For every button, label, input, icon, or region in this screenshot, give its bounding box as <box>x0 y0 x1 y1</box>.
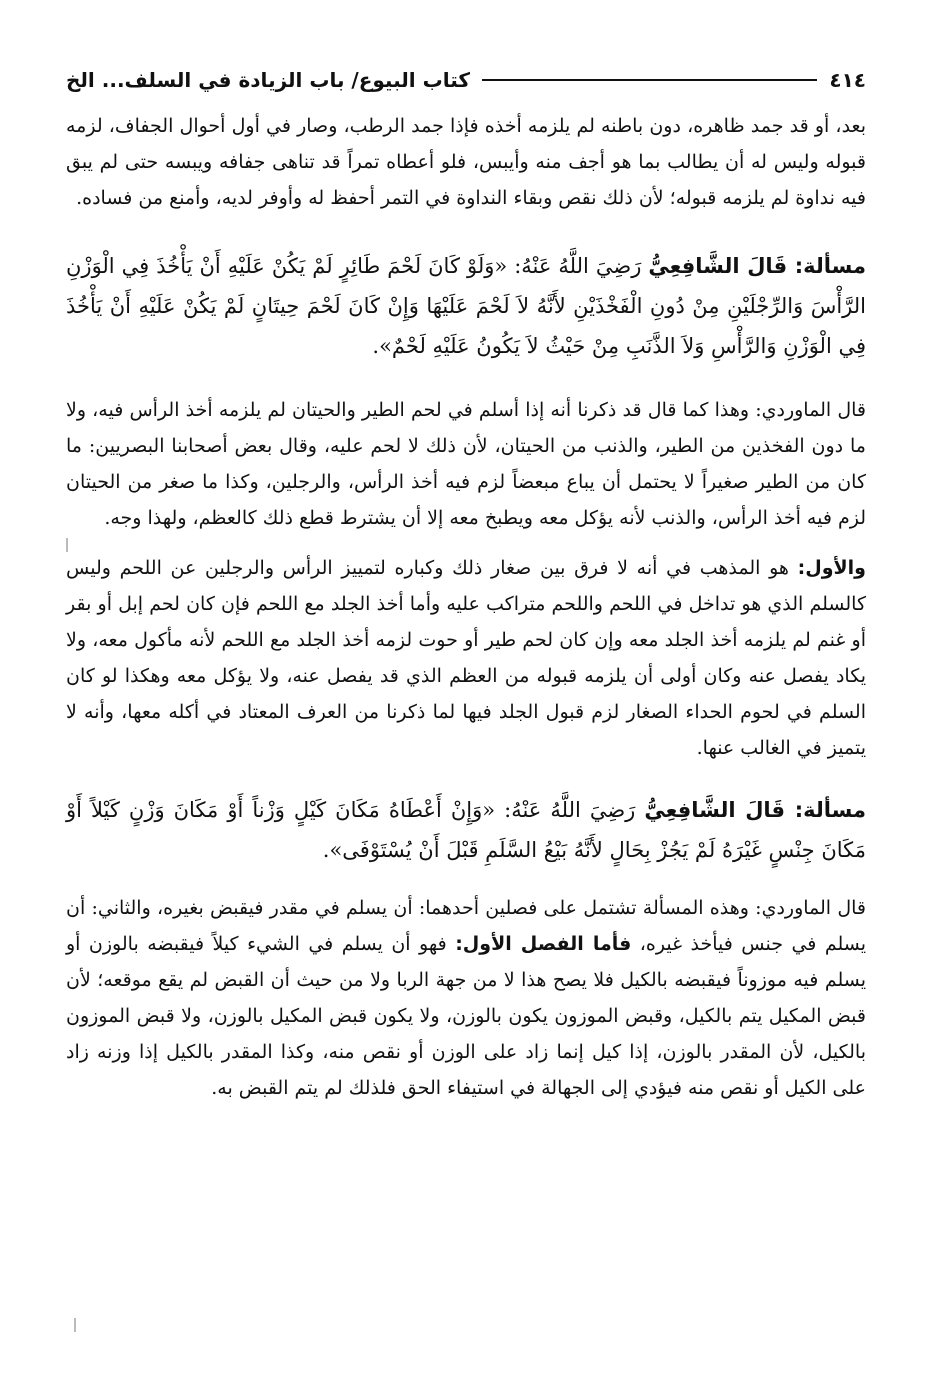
awwal-heading: والأول: <box>797 557 866 579</box>
masala-text-1: رَضِيَ اللَّهُ عَنْهُ: «وَلَوْ كَانَ لَحْمَ طَائِرٍ لَمْ يَكُنْ عَلَيْهِ أَنْ يَأْخُذَ فِي الْوَزْنِ الرَّأْسَ وَالرِّجْلَيْنِ مِنْ دُونِ الْفَخْذَيْنِ لأَنَّهُ لاَ لَحْمَ عَلَيْهَا وَإِنْ كَانَ لَحْمَ حِيتَانٍ لَمْ يَكُنْ عَلَيْهِ أَنْ يَأْخُذَ فِي الْوَزْنِ وَالرَّأْسِ وَلاَ الذَّنَبِ مِنْ حَيْثُ لاَ يَكُونُ عَلَيْهِ لَحْمٌ». <box>66 254 866 358</box>
paragraph-6-text-after: فهو أن يسلم في الشيء كيلاً فيقبضه بالوزن أو يسلم فيه موزوناً فيقبضه بالكيل فلا يصح هذا لا من جهة الربا ولا من حيث أن القبض لم يقع موقعه؛ لأن قبض المكيل يتم بالكيل، وقبض الموزون يكون بالوزن، ولا يكون قبض المكيل بالوزن، ولا قبض الموزون بالكيل، لأن المقدر بالوزن، إذا كيل إنما زاد على الوزن أو نقص منه، وكذا المقدر بالكيل إذا وزنه زاد على الكيل أو نقص منه فيؤدي إلى الجهالة في استيفاء الحق فلذلك لم يتم القبض به. <box>66 933 866 1099</box>
running-header <box>66 60 866 100</box>
masala-heading-1: مسألة: قَالَ الشَّافِعِيُّ <box>648 254 866 278</box>
paragraph-3 <box>66 392 866 536</box>
paragraph-1-text: بعد، أو قد جمد ظاهره، دون باطنه لم يلزمه أخذه فإذا جمد الرطب، وصار في أول أحوال الجفاف، لزمه قبوله وليس له أن يطالب بما هو أجف منه وأيبس، فلو أعطاه تمراً قد تناهى جفافه ويبسه حتى لم يبق فيه نداوة لم يلزمه قبوله؛ لأن ذلك نقص وبقاء النداوة في التمر أحفظ له وأوفر لديه، وأمنع من فساده. <box>66 115 866 209</box>
paragraph-6 <box>66 890 866 1106</box>
paragraph-3-text: قال الماوردي: وهذا كما قال قد ذكرنا أنه إذا أسلم في لحم الطير والحيتان لم يلزمه أخذ الرأس فيه، ولا ما دون الفخذين من الطير، والذنب من الحيتان، لأن ذلك لا لحم عليه، وقال بعض أصحابنا البصريين: ما كان من الطير صغيراً لا يحتمل أن يباع مبعضاً لزم فيه أخذ الرأس، والرجلين، وكذا ما صغر من الحيتان لزم فيه أخذ الرأس، والذنب لأنه يؤكل معه ويطبخ معه إلا أن يشترط قطع ذلك كالعظم، ولهذا وجه. <box>66 399 866 529</box>
paragraph-4-text: هو المذهب في أنه لا فرق بين صغار ذلك وكباره لتمييز الرأس والرجلين عن اللحم وليس كالسلم الذي هو تداخل في اللحم واللحم متراكب عليه وأما أخذ الجلد مع اللحم فإن كان لحم إبل أو بقر أو غنم لم يلزمه أخذ الجلد معه وإن كان لحم طير أو حوت لزمه أخذ الجلد مع اللحم لأنه مأكول معه، ولا يكاد يفصل عنه وكان أولى أن يلزمه قبوله من العظم الذي قد يفصل عنه، ولا يؤكل معه وهكذا لو كان السلم في لحوم الحداء الصغار لزم قبول الجلد فيها لما ذكرنا من العرف المعتاد في أكله معها، وأنه لا يتميز في الغالب عنها. <box>66 557 866 759</box>
margin-scan-mark <box>74 1318 76 1332</box>
paragraph-2-masala <box>66 246 866 366</box>
margin-scan-mark <box>66 538 68 552</box>
page-number: ٤١٤ <box>829 68 866 92</box>
header-rule <box>482 79 817 81</box>
masala-text-2: رَضِيَ اللَّهُ عَنْهُ: «وَإِنْ أَعْطَاهُ مَكَانَ كَيْلٍ وَزْناً أَوْ مَكَانَ وَزْنٍ كَيْلاً أَوْ مَكَانَ جِنْسٍ غَيْرَهُ لَمْ يَجُزْ بِحَالٍ لأَنَّهُ بَيْعُ السَّلَمِ قَبْلَ أَنْ يُسْتَوْفَى». <box>66 798 866 862</box>
masala-heading-2: مسألة: قَالَ الشَّافِعِيُّ <box>644 798 866 822</box>
fasl-awwal-heading: فأما الفصل الأول: <box>455 933 632 955</box>
paragraph-4 <box>66 550 866 766</box>
document-page <box>66 60 866 1106</box>
header-title: كتاب البيوع/ باب الزيادة في السلف... الخ <box>66 68 470 92</box>
paragraph-6-text-before: قال الماوردي: وهذه المسألة تشتمل على فصلين أحدهما: أن يسلم في مقدر فيقبض بغيره، والثاني: أن يسلم في جنس فيأخذ غيره، <box>66 897 867 955</box>
paragraph-1 <box>66 108 866 216</box>
body-text <box>66 108 866 1106</box>
paragraph-5-masala <box>66 790 866 870</box>
